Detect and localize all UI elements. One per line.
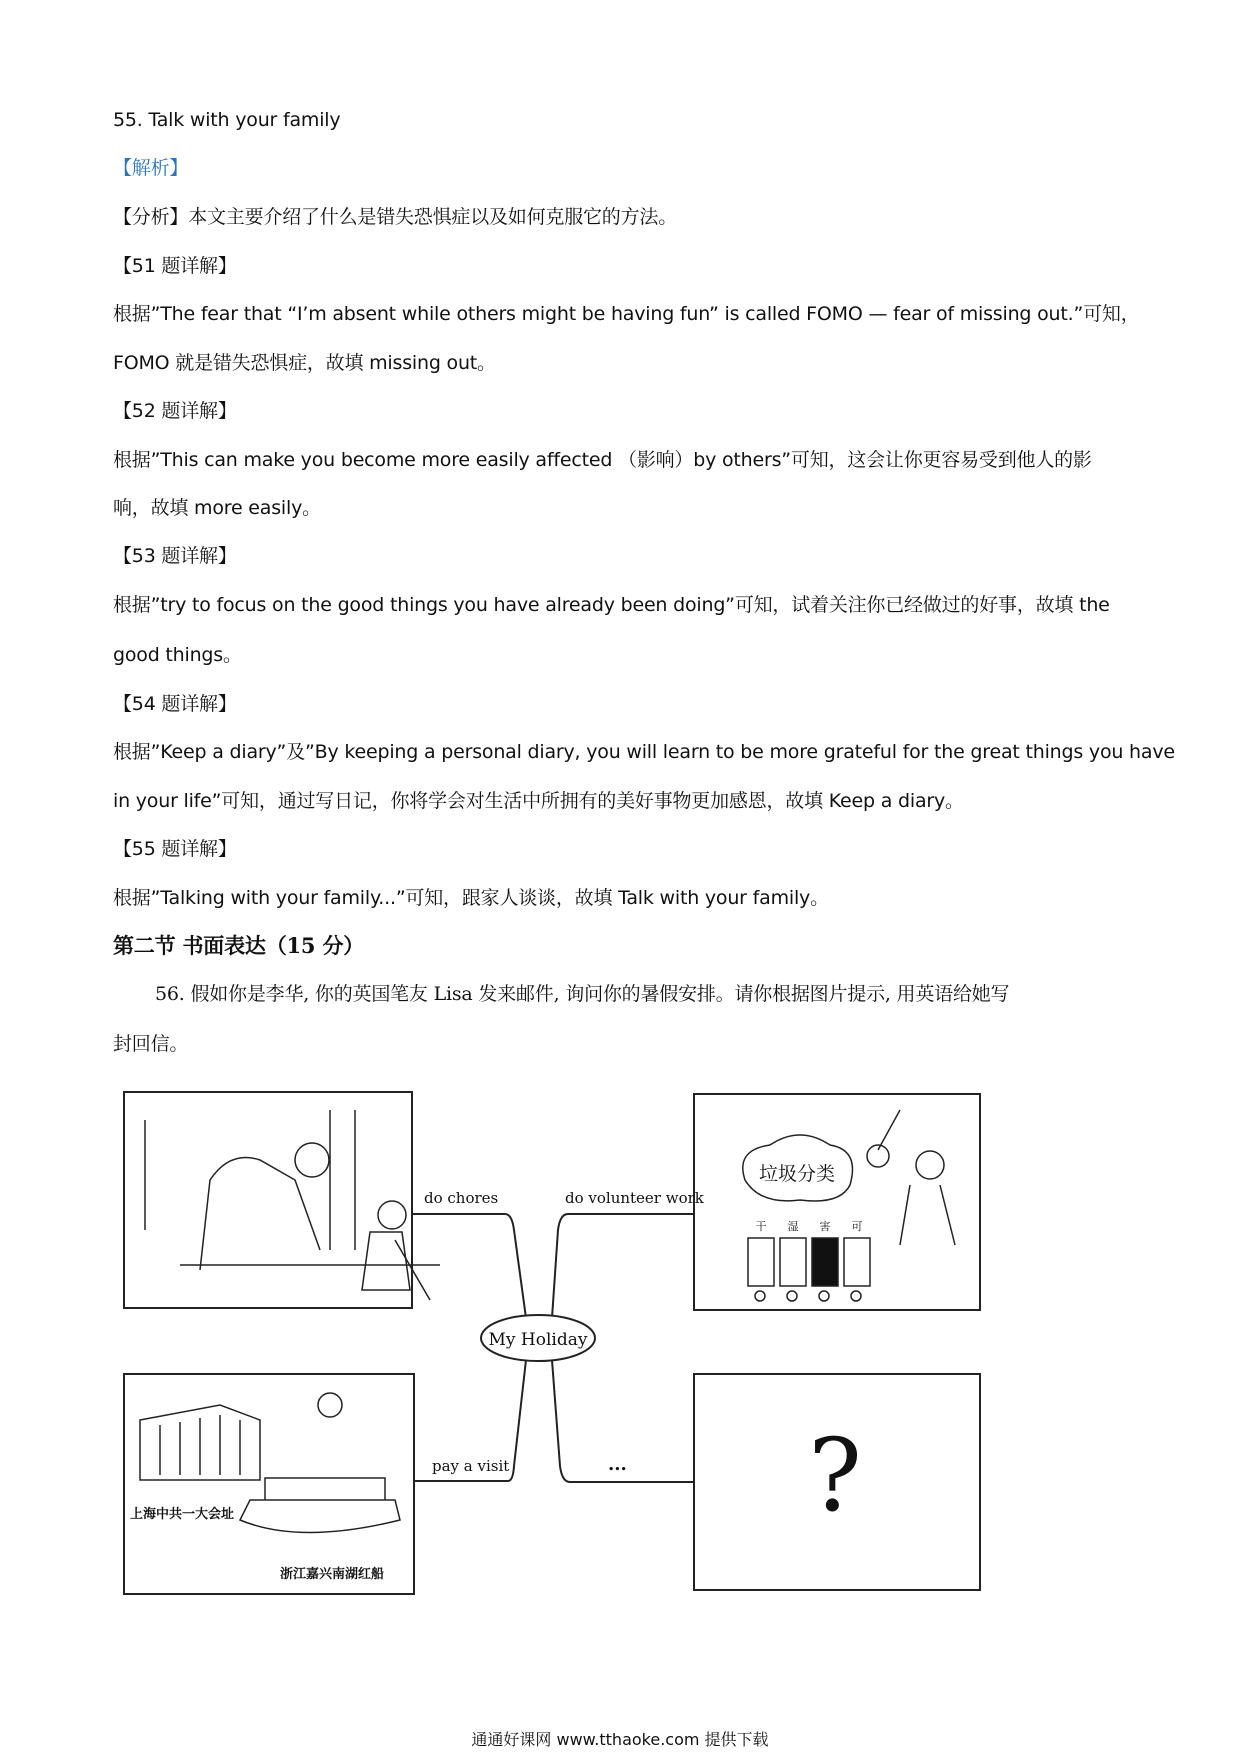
caption-shanghai: 上海中共一大会址 [130,1507,235,1522]
explanation-55: 根据”Talking with your family...”可知，跟家人谈谈，故填 Talk with your family。 [113,887,829,909]
connector-chores [412,1214,526,1318]
explanation-51-line2: FOMO 就是错失恐惧症，故填 missing out。 [113,352,496,374]
question-56-line1: 56. 假如你是李华, 你的英国笔友 Lisa 发来邮件, 询问你的暑假安排。请你根据图片提示, 用英语给她写 [155,983,1010,1005]
answer-55: 55. Talk with your family [113,109,341,131]
page-footer: 通通好课网 www.tthaoke.com 提供下载 [471,1730,769,1749]
bin-label: 害 [819,1220,831,1233]
chores-picture-frame [124,1092,412,1308]
heading-55: 【55 题详解】 [113,838,237,860]
caption-jiaxing: 浙江嘉兴南湖红船 [280,1567,385,1582]
heading-51: 【51 题详解】 [113,255,237,277]
bin-label: 可 [851,1220,863,1233]
analysis-summary: 【分析】本文主要介绍了什么是错失恐惧症以及如何克服它的方法。 [113,206,678,228]
branch-label-visit: pay a visit [432,1457,510,1475]
heading-53: 【53 题详解】 [113,545,237,567]
bin-label: 湿 [787,1220,799,1233]
explanation-52-line1: 根据”This can make you become more easily affected （影响）by others”可知，这会让你更容易受到他人的影 [113,449,1092,471]
explanation-52-line2: 响，故填 more easily。 [113,497,321,519]
visit-picture-frame [124,1374,414,1594]
explanation-53-line1: 根据”try to focus on the good things you have already been doing”可知，试着关注你已经做过的好事，故填 the [113,594,1110,616]
section-heading: 第二节 书面表达（15 分） [113,933,365,958]
connector-volunteer [552,1214,694,1318]
explanation-51-line1: 根据”The fear that “I’m absent while others might be having fun” is called FOMO — fear of missing out.”可知， [113,303,1140,325]
heading-52: 【52 题详解】 [113,400,237,422]
question-56-line2: 封回信。 [113,1033,189,1055]
branch-label-chores: do chores [424,1189,499,1207]
explanation-54-line1: 根据”Keep a diary”及”By keeping a personal diary, you will learn to be more grateful for the great things you have [113,741,1175,763]
branch-label-more: ... [608,1454,627,1475]
center-node-label: My Holiday [488,1330,588,1350]
question-mark: ? [808,1417,862,1534]
mind-map-figure [0,1080,1240,1620]
volunteer-illustration [743,1110,955,1301]
heading-54: 【54 题详解】 [113,693,237,715]
explanation-54-line2: in your life”可知，通过写日记，你将学会对生活中所拥有的美好事物更加感恩，故填 Keep a diary。 [113,790,964,812]
analysis-label: 【解析】 [113,157,189,179]
bin-label: 干 [755,1220,767,1233]
bubble-text: 垃圾分类 [758,1163,836,1185]
explanation-53-line2: good things。 [113,644,242,666]
chores-illustration [145,1110,440,1300]
branch-label-volunteer: do volunteer work [565,1189,704,1207]
